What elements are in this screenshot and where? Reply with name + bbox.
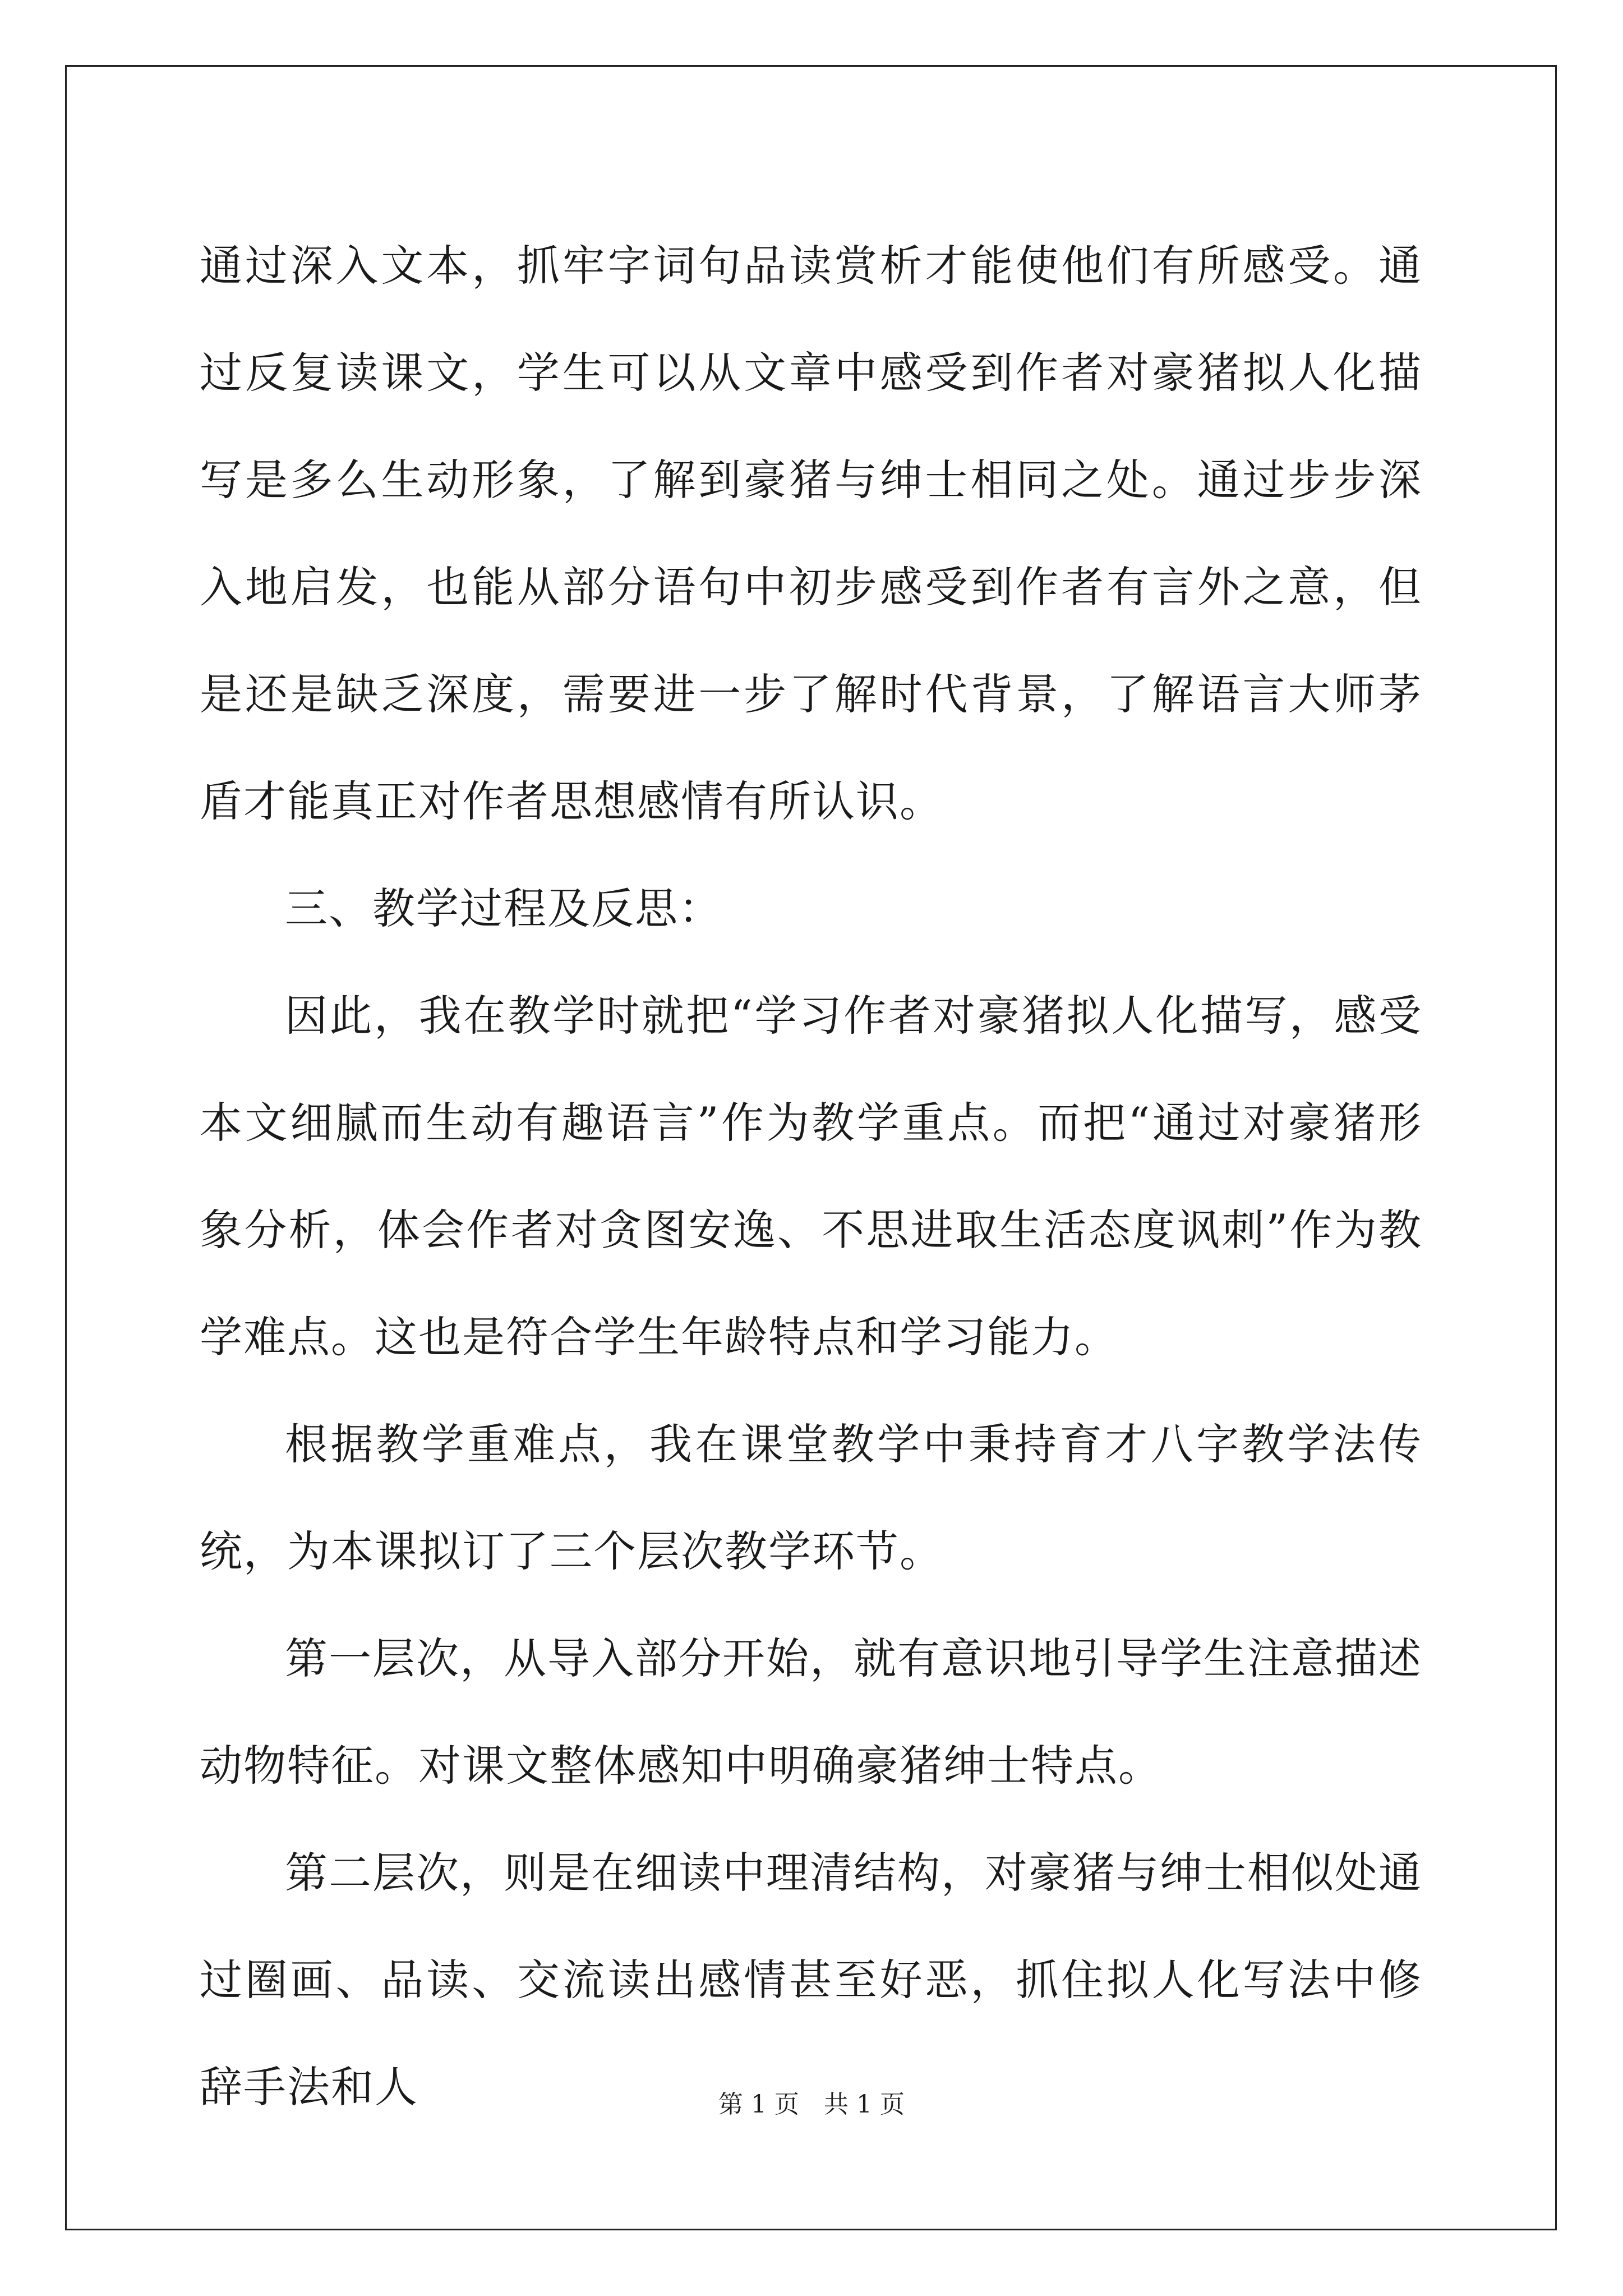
paragraph-4: 第一层次，从导入部分开始，就有意识地引导学生注意描述动物特征。对课文整体感知中明确豪猪绅士特点。 <box>200 1634 1422 1791</box>
paragraph-3: 根据教学重难点，我在课堂教学中秉持育才八字教学法传统，为本课拟订了三个层次教学环节。 <box>200 1419 1422 1576</box>
page-footer: 第 1 页 共 1 页 <box>718 2090 905 2119</box>
paragraph-1: 通过深入文本，抓牢字词句品读赏析才能使他们有所感受。通过反复读课文，学生可以从文章中感受到作者对豪猪拟人化描写是多么生动形象，了解到豪猪与绅士相同之处。通过步步深入地启发，也能从部分语句中初步感受到作者有言外之意，但是还是缺乏深度，需要进一步了解时代背景，了解语言大师茅盾才能真正对作者思想感情有所认识。 <box>200 241 1422 826</box>
paragraph-5: 第二层次，则是在细读中理清结构，对豪猪与绅士相似处通过圈画、品读、交流读出感情甚至好恶，抓住拟人化写法中修辞手法和人 <box>200 1848 1422 2112</box>
document-body <box>200 212 1422 2141</box>
section-heading: 三、教学过程及反思： <box>285 884 722 933</box>
paragraph-2: 因此，我在教学时就把“学习作者对豪猪拟人化描写，感受本文细腻而生动有趣语言”作为教学重点。而把“通过对豪猪形象分析，体会作者对贪图安逸、不思进取生活态度讽刺”作为教学难点。这也是符合学生年龄特点和学习能力。 <box>200 991 1422 1362</box>
